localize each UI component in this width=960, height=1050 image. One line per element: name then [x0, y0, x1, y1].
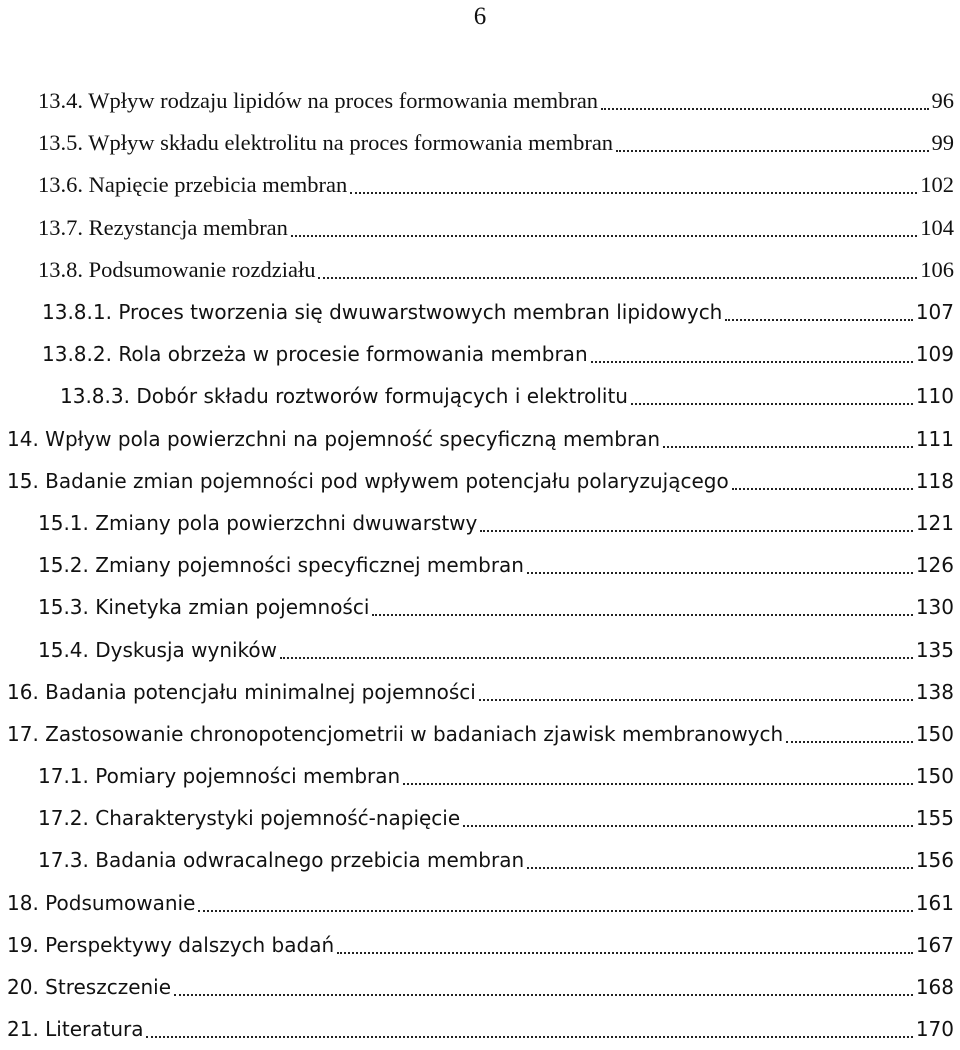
toc-entry-page: 102 — [920, 164, 960, 206]
toc-entry-page: 156 — [916, 839, 960, 881]
toc-entry[interactable] — [0, 882, 960, 924]
dot-leader — [479, 699, 913, 701]
toc-entry[interactable] — [0, 924, 960, 966]
toc-entry-title: 15.2. Zmiany pojemności specyficznej membran — [38, 544, 524, 586]
toc-entry-page: 126 — [916, 544, 960, 586]
toc-entry-page: 111 — [916, 418, 960, 460]
toc-entry[interactable] — [0, 207, 960, 249]
dot-leader — [527, 867, 913, 869]
toc-entry-title: 14. Wpływ pola powierzchni na pojemność specyficzną membran — [7, 418, 660, 460]
toc-entry-page: 96 — [932, 80, 960, 122]
toc-entry-page: 118 — [916, 460, 960, 502]
toc-entry[interactable] — [0, 1008, 960, 1050]
toc-entry[interactable] — [0, 418, 960, 460]
dot-leader — [463, 825, 913, 827]
dot-leader — [732, 488, 913, 490]
toc-entry[interactable] — [0, 628, 960, 670]
toc-entry-title: 15.1. Zmiany pola powierzchni dwuwarstwy — [38, 502, 477, 544]
toc-entry-title: 13.4. Wpływ rodzaju lipidów na proces formowania membran — [38, 80, 598, 122]
toc-entry-title: 20. Streszczenie — [7, 966, 171, 1008]
toc-entry-page: 168 — [916, 966, 960, 1008]
toc-entry-title: 17. Zastosowanie chronopotencjometrii w badaniach zjawisk membranowych — [7, 713, 783, 755]
dot-leader — [291, 235, 917, 237]
toc-entry-title: 17.3. Badania odwracalnego przebicia membran — [38, 839, 524, 881]
toc-entry[interactable] — [0, 671, 960, 713]
toc-entry[interactable] — [0, 502, 960, 544]
toc-entry-title: 13.5. Wpływ składu elektrolitu na proces formowania membran — [38, 122, 613, 164]
dot-leader — [146, 1036, 912, 1038]
toc-entry[interactable] — [0, 839, 960, 881]
toc-entry-page: 130 — [916, 586, 960, 628]
toc-entry-title: 16. Badania potencjału minimalnej pojemności — [7, 671, 476, 713]
toc-entry[interactable] — [0, 797, 960, 839]
toc-entry[interactable] — [0, 249, 960, 291]
toc-entry[interactable] — [0, 755, 960, 797]
toc-entry-page: 109 — [916, 333, 960, 375]
toc-entry-title: 17.2. Charakterystyki pojemność-napięcie — [38, 797, 460, 839]
toc-entry-title: 13.8.1. Proces tworzenia się dwuwarstwowych membran lipidowych — [42, 291, 722, 333]
toc-entry[interactable] — [0, 164, 960, 206]
toc-entry-page: 106 — [920, 249, 960, 291]
toc-entry-page: 99 — [932, 122, 960, 164]
toc-entry-page: 107 — [916, 291, 960, 333]
page-number: 6 — [0, 4, 960, 30]
toc-entry-title: 15.4. Dyskusja wyników — [38, 629, 277, 671]
toc-entry-title: 13.6. Napięcie przebicia membran — [38, 164, 347, 206]
toc-entry-page: 135 — [916, 629, 960, 671]
toc-entry[interactable] — [0, 544, 960, 586]
dot-leader — [337, 952, 913, 954]
toc-entry[interactable] — [0, 375, 960, 417]
dot-leader — [786, 741, 913, 743]
toc-entry-page: 167 — [916, 924, 960, 966]
toc-entry-title: 21. Literatura — [7, 1008, 143, 1050]
toc-entry-title: 17.1. Pomiary pojemności membran — [38, 755, 400, 797]
toc-entry-title: 13.8.2. Rola obrzeża w procesie formowania membran — [42, 333, 588, 375]
toc-entry-page: 150 — [916, 713, 960, 755]
toc-entry-page: 121 — [916, 502, 960, 544]
dot-leader — [372, 614, 912, 616]
toc-entry-title: 13.8. Podsumowanie rozdziału — [38, 249, 315, 291]
toc-entry-title: 15. Badanie zmian pojemności pod wpływem potencjału polaryzującego — [7, 460, 729, 502]
toc-entry-page: 110 — [916, 375, 960, 417]
toc-entry-page: 170 — [916, 1008, 960, 1050]
dot-leader — [725, 319, 912, 321]
toc-entry-title: 19. Perspektywy dalszych badań — [7, 924, 334, 966]
toc-entry-page: 104 — [920, 207, 960, 249]
dot-leader — [480, 530, 912, 532]
toc-entry[interactable] — [0, 122, 960, 164]
toc-entry-page: 138 — [916, 671, 960, 713]
toc-entry-title: 18. Podsumowanie — [7, 882, 195, 924]
toc-entry[interactable] — [0, 966, 960, 1008]
toc-entry[interactable] — [0, 291, 960, 333]
toc-entry-page: 155 — [916, 797, 960, 839]
toc-entry-title: 15.3. Kinetyka zmian pojemności — [38, 586, 369, 628]
toc-entry[interactable] — [0, 460, 960, 502]
toc-entry[interactable] — [0, 80, 960, 122]
dot-leader — [350, 192, 917, 194]
dot-leader — [174, 994, 913, 996]
toc-entry[interactable] — [0, 713, 960, 755]
toc-entry-title: 13.8.3. Dobór składu roztworów formujących i elektrolitu — [60, 375, 628, 417]
dot-leader — [318, 277, 917, 279]
toc-entry-page: 150 — [916, 755, 960, 797]
toc-entry[interactable] — [0, 333, 960, 375]
table-of-contents — [0, 80, 960, 1050]
dot-leader — [280, 657, 913, 659]
toc-entry-page: 161 — [916, 882, 960, 924]
dot-leader — [631, 403, 913, 405]
dot-leader — [198, 910, 912, 912]
dot-leader — [601, 108, 928, 110]
dot-leader — [591, 361, 913, 363]
toc-entry[interactable] — [0, 586, 960, 628]
dot-leader — [663, 446, 913, 448]
toc-entry-title: 13.7. Rezystancja membran — [38, 207, 288, 249]
dot-leader — [616, 150, 928, 152]
dot-leader — [527, 572, 913, 574]
dot-leader — [403, 783, 913, 785]
